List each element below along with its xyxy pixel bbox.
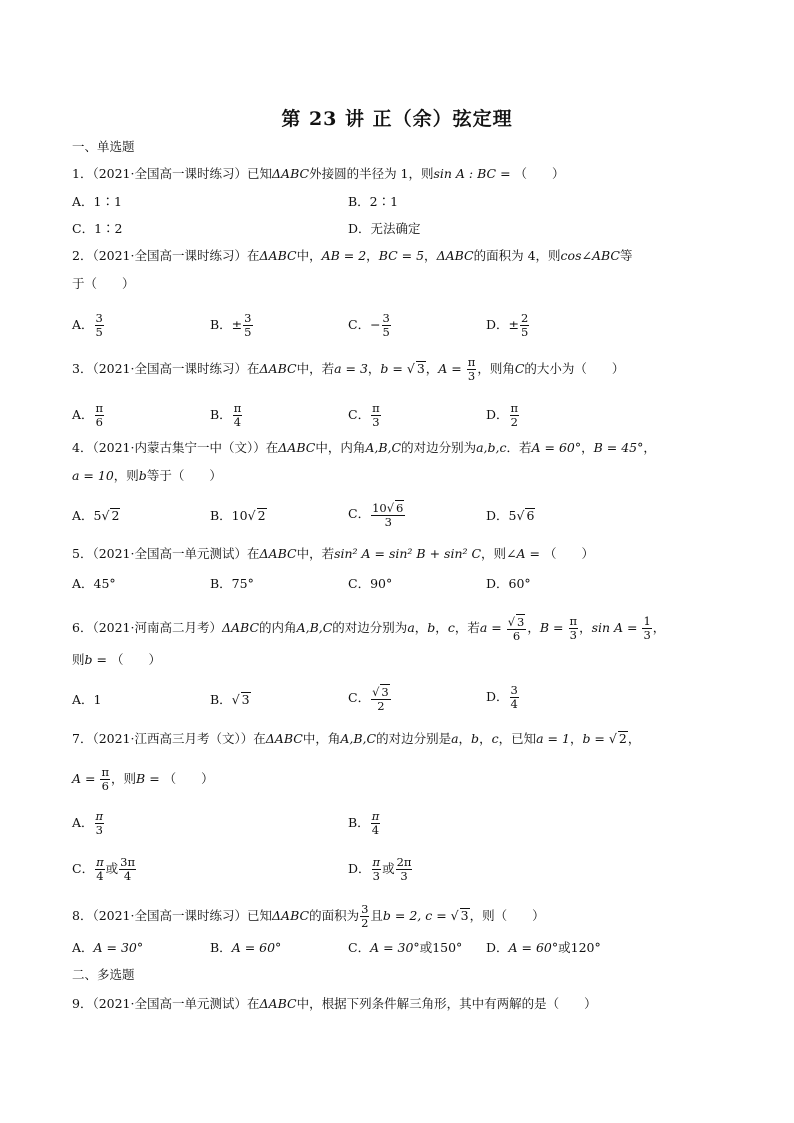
question-6: 6．（2021·河南高二月考）ΔABC的内角A,B,C的对边分别为a，b，c，若a = $\frac{√ 3}{6}$ ，B = $\frac{\pi}{3}$ ，sin A = $\frac{1}{3}$ ，	[72, 614, 666, 643]
numerator: π	[569, 614, 578, 628]
numerator: 3	[361, 902, 369, 916]
option-label: B．	[348, 815, 370, 830]
question-4-line2	[72, 468, 222, 484]
q1-text: = （ ）	[496, 166, 565, 181]
q7-condition: b =	[582, 731, 609, 746]
q4-text: 中，内角	[315, 440, 366, 455]
numerator: 2π	[396, 855, 412, 869]
option-math: 150°	[432, 940, 463, 955]
q8-option-a[interactable]	[72, 940, 143, 956]
sqrt-radicand: 3	[517, 615, 525, 629]
q6-text: 的内角	[259, 620, 297, 635]
q8-triangle: ΔABC	[272, 908, 310, 923]
q2-text: 等	[619, 248, 633, 263]
option-label: D．	[486, 689, 509, 704]
numerator: π	[233, 401, 242, 415]
q3-option-b[interactable]	[210, 402, 243, 429]
q3-option-d[interactable]	[486, 402, 520, 429]
fraction	[510, 402, 520, 429]
q7-option-d[interactable]	[348, 856, 413, 883]
question-1	[72, 166, 565, 182]
q4-variables: a,b,c	[476, 440, 507, 455]
q4-option-a[interactable]	[72, 508, 120, 524]
sqrt-radicand: 3	[241, 692, 250, 707]
fraction	[371, 810, 381, 837]
q2-text: 在	[247, 248, 260, 263]
q6-condition: a =	[479, 620, 506, 635]
q4-number: 4．	[72, 440, 93, 455]
sqrt-sign: √	[507, 615, 516, 629]
q5-source: （2021·全国高一单元测试）	[92, 546, 247, 561]
option-label: A．	[72, 407, 94, 422]
q5-text: 在	[247, 546, 260, 561]
sqrt-sign: √	[101, 508, 110, 523]
q8-text: 已知	[247, 908, 273, 923]
q5-option-d[interactable]: D．60°	[486, 576, 531, 591]
q3-text: 的大小为（ ）	[524, 361, 625, 376]
denominator: 3	[643, 628, 651, 642]
fraction	[360, 903, 369, 930]
q5-number: 5．	[72, 546, 93, 561]
q3-condition: b =	[380, 361, 407, 376]
q2-condition: BC = 5	[378, 248, 425, 263]
q2-number: 2．	[72, 248, 93, 263]
q2-source: （2021·全国高一课时练习）	[92, 248, 247, 263]
denominator: 3	[569, 628, 577, 642]
numerator: π	[96, 855, 104, 869]
denominator: 3	[467, 369, 476, 383]
denominator: 4	[371, 823, 380, 837]
fraction	[371, 402, 381, 429]
q1-triangle: ΔABC	[272, 166, 310, 181]
option-math: A = 30°	[370, 940, 420, 955]
fraction	[95, 312, 104, 339]
numerator: 1	[643, 614, 651, 628]
q8-source: （2021·全国高一课时练习）	[92, 908, 247, 923]
sqrt-sign: √	[516, 508, 525, 523]
option-label: C．	[348, 690, 371, 705]
q8-option-b[interactable]	[210, 940, 281, 956]
q6-source: （2021·河南高二月考）	[92, 620, 222, 635]
sqrt-radicand: 3	[460, 908, 469, 923]
q6-text: 的对边分别为	[332, 620, 408, 635]
question-7-line2	[72, 766, 214, 793]
q7-variable: b	[471, 731, 480, 746]
fraction	[569, 615, 579, 642]
option-label: C．	[72, 861, 95, 876]
option-math: A = 60°	[231, 940, 282, 955]
q3-text: ，则角	[477, 361, 515, 376]
q1-option-a[interactable]: A．1∶1	[72, 194, 122, 209]
option-label: B．	[210, 940, 232, 955]
option-label: B．	[210, 692, 232, 707]
sqrt-sign: √	[450, 908, 459, 923]
q4-option-c[interactable]	[348, 500, 406, 529]
question-5	[72, 546, 594, 562]
numerator	[371, 500, 405, 516]
q2-triangle: ΔABC	[259, 248, 297, 263]
q3-condition: a = 3	[334, 361, 368, 376]
denominator: 5	[382, 325, 390, 339]
q3-text: 在	[247, 361, 260, 376]
denominator: 2	[510, 415, 518, 429]
q4-text: 等于（ ）	[146, 468, 222, 483]
q6-variable: c	[447, 620, 455, 635]
q4-text: ，则	[113, 468, 139, 483]
q1-option-b[interactable]: B．2∶1	[348, 194, 399, 209]
q9-text: 在	[247, 996, 260, 1011]
numerator: 3	[244, 311, 252, 325]
numerator: π	[510, 401, 519, 415]
denominator: 5	[244, 325, 252, 339]
fraction	[100, 766, 110, 793]
or-text: 或	[105, 861, 119, 876]
option-label: B．±	[210, 317, 243, 332]
q1-text: 已知	[247, 166, 273, 181]
q4-option-b[interactable]	[210, 508, 267, 524]
numerator	[371, 684, 391, 700]
q9-text: 中，根据下列条件解三角形，其中有两解的是（ ）	[296, 996, 597, 1011]
question-9	[72, 996, 597, 1012]
q7-condition: A =	[72, 771, 100, 786]
sqrt-sign: √	[372, 685, 380, 699]
sqrt-radicand: 6	[526, 508, 535, 523]
q4-text: ．若	[506, 440, 532, 455]
question-2: 2．（2021·全国高一课时练习）在ΔABC中，AB = 2，BC = 5，ΔABC的面积为 4，则cos∠ABC等	[72, 248, 633, 263]
q2-condition: AB = 2	[321, 248, 367, 263]
q7-text: 中，角	[302, 731, 341, 746]
option-label: B．	[210, 407, 232, 422]
q7-option-a[interactable]	[72, 810, 105, 837]
numerator: π	[101, 765, 110, 779]
fraction	[507, 614, 527, 643]
question-8	[72, 903, 545, 930]
q1-number: 1．	[72, 166, 93, 181]
option-label: B．10	[210, 508, 248, 523]
numerator: π	[95, 809, 104, 823]
option-label: C．−	[348, 317, 381, 332]
or-text: 或	[419, 940, 433, 955]
q5-expression: ∠A =	[506, 546, 544, 561]
denominator: 4	[233, 415, 242, 429]
q7-text: ，已知	[498, 731, 537, 746]
q4-condition: A = 60°	[531, 440, 582, 455]
option-math: 120°	[570, 940, 601, 955]
question-3: 3．（2021·全国高一课时练习）在ΔABC中，若a = 3，b = √ 3，A = $\frac{\pi}{3}$ ，则角C的大小为（ ）	[72, 355, 625, 383]
q6-condition: sin A =	[591, 620, 642, 635]
section-single-choice: 一、单选题	[72, 139, 135, 154]
fraction	[233, 402, 243, 429]
denominator: 4	[96, 869, 104, 883]
numerator: 3	[95, 311, 103, 325]
fraction	[95, 402, 105, 429]
or-text: 或	[558, 940, 571, 955]
sqrt-sign: √	[406, 361, 415, 376]
denominator: 2	[361, 916, 369, 930]
question-4: 4．（2021·内蒙古集宁一中（文））在ΔABC中，内角A,B,C的对边分别为a,b,c．若A = 60°，B = 45°，	[72, 440, 656, 455]
q1-expression: sin A : BC	[433, 166, 497, 181]
q7-condition: a = 1	[536, 731, 570, 746]
denominator: 3	[95, 823, 103, 837]
q7-option-c[interactable]	[72, 856, 137, 883]
q7-number: 7．	[72, 731, 93, 746]
q4-text: 在	[265, 440, 279, 455]
q1-text: 外接圆的半径为 1，则	[309, 166, 434, 181]
option-label: A．5	[72, 508, 102, 523]
section-multiple-choice: 二、多选题	[72, 967, 135, 982]
q4-text: 的对边分别为	[401, 440, 477, 455]
q1-option-d[interactable]: D．无法确定	[348, 221, 421, 236]
page-title: 第 23 讲 正（余）弦定理	[281, 108, 513, 130]
or-text: 或	[382, 861, 395, 876]
option-math: A = 60°	[508, 940, 559, 955]
q7-text: 的对边分别是	[376, 731, 452, 746]
fraction	[467, 356, 477, 383]
numerator: π	[371, 809, 380, 823]
q4-triangle: ΔABC	[278, 440, 316, 455]
denominator: 5	[95, 325, 103, 339]
sqrt-radicand: 3	[381, 685, 389, 699]
denominator: 3	[372, 415, 380, 429]
q3-source: （2021·全国高一课时练习）	[92, 361, 247, 376]
denominator: 3	[372, 869, 380, 883]
q8-option-d[interactable]	[486, 940, 601, 956]
numerator	[507, 614, 527, 630]
fraction	[371, 684, 391, 713]
q5-expression: sin² A = sin² B + sin² C	[334, 546, 482, 561]
denominator: 6	[95, 415, 103, 429]
fraction	[520, 312, 529, 339]
denominator: 6	[101, 779, 109, 793]
q9-triangle: ΔABC	[259, 996, 297, 1011]
q4-condition: B = 45°	[593, 440, 644, 455]
denominator: 3	[400, 869, 408, 883]
q7-option-b[interactable]	[348, 810, 381, 837]
q6-option-d[interactable]	[486, 684, 520, 711]
q4-condition: a = 10	[72, 468, 114, 483]
sqrt-sign: √	[386, 501, 395, 515]
denominator: 4	[510, 697, 518, 711]
q6-number: 6．	[72, 620, 93, 635]
q2-triangle: ΔABC	[436, 248, 474, 263]
q1-source: （2021·全国高一课时练习）	[92, 166, 247, 181]
q6-variable: b =	[84, 652, 111, 667]
sqrt-radicand: 2	[111, 508, 120, 523]
q8-text: 的面积为	[309, 908, 360, 923]
q4-option-d[interactable]	[486, 508, 535, 524]
q3-text: 中，若	[296, 361, 335, 376]
option-label: C．	[348, 407, 371, 422]
q6-text: ，若	[454, 620, 480, 635]
question-6-line2	[72, 652, 161, 668]
fraction	[95, 810, 105, 837]
numerator: π	[467, 355, 476, 369]
q6-variables: A,B,C	[296, 620, 333, 635]
denominator: 2	[377, 699, 385, 713]
option-label: C．	[348, 940, 371, 955]
q5-text: 中，若	[296, 546, 335, 561]
q1-option-c[interactable]: C．1∶2	[72, 221, 123, 236]
fraction	[372, 856, 382, 883]
q4-variable: b	[138, 468, 147, 483]
q5-option-b[interactable]: B．75°	[210, 576, 254, 591]
q2-expression: cos∠ABC	[560, 248, 620, 263]
numerator: 2	[521, 311, 529, 325]
q5-triangle: ΔABC	[259, 546, 297, 561]
q5-option-a[interactable]: A．45°	[72, 576, 116, 591]
q7-variable: a	[451, 731, 459, 746]
q2-option-b[interactable]	[210, 312, 254, 339]
q8-expression: b = 2, c =	[382, 908, 451, 923]
option-label: D．	[486, 940, 509, 955]
q8-text: ，则（ ）	[469, 908, 545, 923]
q6-option-a[interactable]: A．1	[72, 692, 102, 707]
q3-triangle: ΔABC	[259, 361, 297, 376]
fraction	[396, 856, 413, 883]
fraction	[371, 500, 405, 529]
fraction	[382, 312, 391, 339]
q7-variables: A,B,C	[340, 731, 377, 746]
q7-variable: B =	[136, 771, 164, 786]
q9-source: （2021·全国高一单元测试）	[92, 996, 247, 1011]
denominator: 3	[384, 515, 392, 529]
q6-text: 则	[72, 652, 85, 667]
q6-variable: a	[407, 620, 415, 635]
q6-variable: b	[427, 620, 436, 635]
q2-text: 的面积为 4，则	[473, 248, 561, 263]
option-math: A = 30°	[93, 940, 144, 955]
numerator: 3	[510, 683, 518, 697]
q7-text: （ ）	[163, 771, 214, 786]
sqrt-sign: √	[231, 692, 240, 707]
q5-option-c[interactable]: C．90°	[348, 576, 393, 591]
fraction	[95, 856, 105, 883]
sqrt-sign: √	[608, 731, 617, 746]
q7-variable: c	[491, 731, 499, 746]
option-label: A．	[72, 940, 94, 955]
q2-text: 中，	[296, 248, 322, 263]
option-label: D．	[348, 861, 371, 876]
q7-text: ，则	[111, 771, 137, 786]
q9-number: 9．	[72, 996, 93, 1011]
sqrt-radicand: 3	[416, 361, 425, 376]
fraction	[119, 856, 136, 883]
q3-variable: C	[514, 361, 525, 376]
q4-variables: A,B,C	[365, 440, 402, 455]
option-label: D．	[486, 407, 509, 422]
sqrt-radicand: 6	[396, 501, 404, 515]
q6-option-c[interactable]	[348, 684, 392, 713]
q6-condition: B =	[539, 620, 568, 635]
q8-option-c[interactable]	[348, 940, 462, 956]
q6-triangle: ΔABC	[222, 620, 260, 635]
q4-source: （2021·内蒙古集宁一中（文））	[92, 440, 266, 455]
numerator: π	[372, 855, 381, 869]
option-label: D．5	[486, 508, 517, 523]
fraction	[510, 684, 519, 711]
denominator: 5	[521, 325, 529, 339]
q2-option-c[interactable]	[348, 312, 392, 339]
q6-option-b[interactable]	[210, 692, 251, 708]
option-label: C．	[348, 506, 371, 521]
option-label: D．±	[486, 317, 519, 332]
sqrt-sign: √	[247, 508, 256, 523]
sqrt-radicand: 2	[257, 508, 266, 523]
numerator: π	[372, 401, 380, 415]
numerator: π	[95, 401, 104, 415]
question-7: 7．（2021·江西高三月考（文））在ΔABC中，角A,B,C的对边分别是a，b，c，已知a = 1，b = √ 2，	[72, 731, 641, 746]
q8-number: 8．	[72, 908, 93, 923]
option-label: A．	[72, 317, 94, 332]
q3-option-c[interactable]	[348, 402, 382, 429]
q6-text: （ ）	[110, 652, 161, 667]
question-2-line2: 于（ ）	[72, 276, 135, 291]
sqrt-radicand: 2	[618, 731, 627, 746]
q2-option-a[interactable]	[72, 312, 105, 339]
denominator: 4	[123, 869, 132, 883]
q5-text: （ ）	[543, 546, 594, 561]
numerator: 3	[382, 311, 390, 325]
q3-option-a[interactable]	[72, 402, 105, 429]
q2-option-d[interactable]	[486, 312, 530, 339]
numerator-coef: 10	[372, 501, 387, 515]
option-label: A．	[72, 815, 94, 830]
q7-text: 在	[253, 731, 266, 746]
q7-triangle: ΔABC	[265, 731, 303, 746]
fraction	[642, 615, 651, 642]
numerator: 3π	[120, 855, 136, 869]
q3-condition: A =	[438, 361, 466, 376]
q3-number: 3．	[72, 361, 93, 376]
q5-text: ，则	[481, 546, 507, 561]
q8-text: 且	[370, 908, 383, 923]
fraction	[243, 312, 252, 339]
q7-source: （2021·江西高三月考（文））	[92, 731, 254, 746]
denominator: 6	[512, 629, 521, 643]
